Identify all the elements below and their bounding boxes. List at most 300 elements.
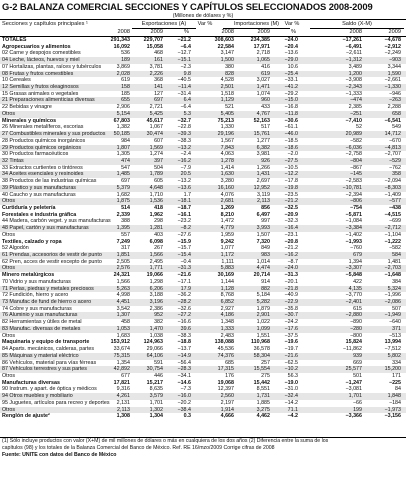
balance-2009: 584 [392,252,401,258]
imports-change: −31.3 [284,272,298,279]
balance-2009: 5,324 [387,285,401,292]
table-row [0,333,406,340]
balance-2008: 422 [353,278,362,285]
section-row [0,339,406,346]
balance-2008: −3,908 [345,77,362,84]
balance-2009: 507 [392,305,401,312]
table-row [0,386,406,393]
exports-change: −40.5 [177,77,191,84]
row-label: Otros [2,332,16,339]
exports-2009: 15,217 [146,379,163,386]
imports-change: −37.5 [284,332,298,339]
balance-2008: 2,385 [348,104,362,111]
balance-2008: 501 [353,372,362,379]
exports-2009: 952 [154,312,163,319]
balance-2008: 1,701 [348,393,362,400]
imports-2009: 1,099 [256,325,270,332]
imports-2008: 1,077 [220,245,234,252]
imports-change: −18.5 [284,137,298,144]
imports-2008: 1,172 [220,252,234,258]
table-row [0,353,406,360]
table-row [0,50,406,57]
page-title: G-2 BALANZA COMERCIAL SECCIONES Y CAPÍTULOS SELECCIONADOS 2008-2009 [2,1,373,12]
exports-2008: 2,576 [116,265,130,272]
imports-2009: 2,718 [256,50,270,57]
imports-change: −23.5 [284,191,298,198]
exports-2008: 1,354 [116,359,130,366]
exports-change: −13.6 [177,184,191,191]
table-row [0,64,406,71]
table-row [0,165,406,172]
balance-2008: 939 [353,352,362,359]
balance-2009: −1,996 [384,292,401,299]
balance-2009: −699 [388,218,401,225]
table-row [0,400,406,407]
imports-change: −20.9 [284,211,298,218]
balance-2009: 1,848 [387,393,401,400]
exports-2008: 67,803 [113,117,130,124]
imports-2008: 12,397 [217,386,234,393]
imports-2008: 3,280 [220,178,234,185]
footnote-1: (1) Sólo incluye productos con valor (X+M) de mil millones de dólares o más en cualquiera de los dos años (2) Diferencia entre la suma de los [2,438,329,444]
exports-2009: 397 [154,157,163,164]
row-label: 33 Extractos curtientes o tintóreos [2,164,83,171]
balance-2009: −438 [388,204,401,211]
exports-change: −27.2 [177,312,191,319]
exports-2008: 42,892 [113,366,130,373]
imports-2008: 29,196 [217,131,234,138]
imports-2009: 517 [261,124,270,131]
row-label: 83 Manufac. diversas de metales [2,325,81,332]
header-imports-2008: 2008 [221,29,234,35]
exports-2008: 697 [121,178,130,185]
header-imports-change: Var % [284,21,300,27]
row-label: Otros [2,406,16,413]
imports-2009: 234,385 [250,37,270,43]
imports-2009: 1,731 [256,393,270,400]
imports-change: −8.7 [287,258,298,265]
exports-change: −18.8 [177,339,191,346]
table-row [0,292,406,299]
exports-2009: 3,196 [149,299,163,306]
balance-2009: −2,912 [384,43,401,50]
imports-2008: 1,518 [220,90,234,97]
exports-2008: 677 [121,372,130,379]
exports-change: −7.3 [180,386,191,393]
exports-change: −8.2 [180,225,191,232]
balance-2008: −806 [349,198,362,205]
exports-change: −18.7 [177,204,191,211]
balance-2009: −946 [388,90,401,97]
balance-2008: −2,583 [345,178,362,185]
imports-change: −35.8 [284,305,298,312]
row-label: 48 Papel, cartón y sus manufacturas [2,225,89,232]
exports-change: −2.3 [180,63,191,70]
exports-2008: 5,379 [116,184,130,191]
imports-2009: 36,578 [253,346,270,353]
imports-change: −32.3 [284,218,298,225]
row-label: 10 Cereales [2,77,31,84]
balance-2008: 669 [353,359,362,366]
row-label: 70 Vidrio y sus manufacturas [2,278,71,285]
balance-2009: −670 [388,137,401,144]
exports-change: −13.7 [177,346,191,353]
imports-2009: 3,119 [257,191,270,198]
exports-2008: 458 [121,319,130,326]
balance-2008: −3,770 [345,292,362,299]
imports-2008: 2,501 [220,84,234,91]
exports-2008: 2,113 [117,406,130,413]
exports-2008: 1,807 [116,144,130,151]
imports-2009: 882 [261,285,270,292]
balance-2008: −890 [349,319,362,326]
imports-2009: 8,551 [256,386,270,393]
exports-change: −0.4 [180,258,191,265]
row-label: 85 Máquinas y material eléctrico [2,352,79,359]
balance-2009: −1,104 [384,231,401,238]
balance-2009: 1,590 [387,70,401,77]
imports-change: −21.8 [284,285,298,292]
exports-change: −16.6 [177,319,191,326]
exports-2008: 4,451 [116,299,130,306]
section-row [0,212,406,219]
exports-2008: 4,261 [116,393,130,400]
table-row [0,366,406,373]
table-row [0,57,406,64]
imports-2009: 4,767 [256,110,270,117]
exports-change: −16.1 [177,211,191,218]
table-row [0,360,406,367]
balance-2008: −2,611 [345,50,362,57]
row-label: 87 Vehículos terrestres y sus partes [2,366,87,373]
row-label: 72 Fundición, hierro y acero [2,292,69,299]
header-imports-2009: 2009 [257,29,270,35]
exports-2009: 1,274 [149,151,163,158]
imports-change: −62.5 [284,359,298,366]
exports-change: −15.9 [177,238,191,245]
imports-2009: 960 [261,97,270,104]
balance-2009: −8,303 [384,184,401,191]
balance-2009: −1,949 [384,312,401,319]
exports-change: −11.4 [177,84,191,91]
imports-2008: 1,330 [220,124,234,131]
balance-2008: −3,384 [345,225,362,232]
imports-change: −27.5 [284,157,298,164]
imports-2009: 1,551 [256,332,270,339]
exports-2009: 697 [154,97,163,104]
imports-2008: 1,348 [220,319,234,326]
balance-2008: 25,577 [345,366,362,373]
exports-2008: 514 [121,204,130,211]
balance-2008: 1,394 [348,258,362,265]
exports-2009: 607 [154,137,163,144]
imports-2009: 5,282 [256,299,270,306]
imports-change: −16.8 [284,104,298,111]
exports-2009: 1,566 [149,252,163,258]
balance-2009: −1,973 [384,406,401,413]
exports-2009: 141 [154,84,163,91]
table-row [0,346,406,353]
balance-2008: −2,880 [345,312,362,319]
table-row [0,299,406,306]
imports-2008: 2,560 [220,393,234,400]
row-label: 07 Hortalizas, plantas, raíces y tubérculos [2,63,102,70]
row-label: 39 Plástico y sus manufacturas [2,184,76,191]
exports-2008: 1,395 [116,225,130,232]
imports-2009: 257 [261,359,270,366]
exports-change: −17.1 [177,278,191,285]
imports-2008: 3,147 [220,50,234,57]
imports-change: −24.0 [284,265,298,272]
imports-2009: 1,266 [256,164,270,171]
exports-2008: 1,308 [116,413,130,420]
exports-2008: 2,131 [116,399,130,406]
exports-change: 39.6 [180,325,191,332]
balance-2009: −7,512 [384,346,401,353]
imports-2008: 6,852 [220,299,234,306]
balance-2008: −1,993 [345,238,362,245]
imports-2009: 1,431 [256,171,270,178]
exports-2009: 124,963 [143,339,163,346]
exports-2009: 2,495 [149,258,163,265]
balance-2008: 3,489 [348,63,362,70]
imports-2009: 15,442 [253,379,270,386]
exports-2008: 3,542 [116,305,130,312]
exports-2009: 161 [154,57,163,64]
table-row [0,326,406,333]
row-label: 34 Aceites esenciales y resinoides [2,171,84,178]
section-row [0,272,406,279]
imports-2009: 997 [261,218,270,225]
exports-2009: 2,386 [149,305,163,312]
imports-change: −31.0 [284,386,298,393]
imports-change: 71.1 [287,406,298,413]
imports-2008: 2,197 [220,399,234,406]
row-label: Agropecuarios y alimentos [2,43,71,50]
imports-change: −16.4 [284,225,298,232]
table-row [0,373,406,380]
balance-2009: 1,481 [387,258,401,265]
exports-2009: 6,206 [149,285,163,292]
imports-2008: 1,128 [220,285,234,292]
imports-2009: 7,320 [256,238,270,245]
imports-2008: 7,843 [220,144,234,151]
table-row [0,151,406,158]
exports-2008: 1,851 [116,252,130,258]
row-label: 32 Tintas [2,157,24,164]
imports-2009: 983 [261,252,270,258]
balance-2009: 13,994 [384,339,401,346]
row-label: 04 Leche, lácteos, huevos y miel [2,57,80,64]
imports-2008: 1,472 [220,218,234,225]
balance-2009: −513 [388,332,401,339]
exports-2009: 29,066 [146,346,163,353]
imports-2009: 110,968 [250,339,270,346]
balance-2008: −7,410 [345,117,362,124]
row-label: 90 Instrum. y apart. de óptica y médicos [2,386,97,393]
exports-change: −32.6 [177,305,191,312]
balance-2009: −2,707 [384,151,401,158]
header-imports: Importaciones (M) [223,21,290,29]
section-row [0,205,406,212]
exports-2009: 1,701 [149,399,163,406]
table-row [0,138,406,145]
exports-change: −56.4 [177,359,191,366]
balance-2009: 3,344 [387,63,401,70]
balance-2008: −3,307 [345,265,362,272]
balance-2008: −800 [349,332,362,339]
exports-2008: 153,912 [110,339,130,346]
exports-2008: 33,674 [113,346,130,353]
exports-2008: 75,315 [113,352,130,359]
exports-2009: 446 [154,372,163,379]
exports-2009: 1,771 [149,265,163,272]
exports-2008: 2,339 [116,211,130,218]
row-label: Textiles, calzado y ropa [2,238,62,245]
balance-2009: 171 [392,372,401,379]
exports-2008: 317 [121,245,130,252]
imports-2009: 856 [261,204,270,211]
header-exports-pct: % [184,29,189,35]
table-row [0,286,406,293]
exports-change: −38.3 [177,332,191,339]
balance-2008: 20,989 [345,131,362,138]
balance-2008: −474 [349,97,362,104]
exports-2009: 504 [154,164,163,171]
exports-change: −18.1 [177,198,191,205]
balance-2008: −754 [349,204,362,211]
header-balance-2009: 2009 [388,29,401,35]
balance-2009: −762 [388,164,401,171]
balance-2008: −145 [349,171,362,178]
table-row [0,407,406,414]
imports-2009: 3,027 [256,77,270,84]
exports-2009: 382 [154,319,163,326]
balance-2009: −1,409 [384,191,401,198]
row-label: 73 Manufac de fund de hierro o acero [2,299,92,306]
page-subtitle: (Millones de dólares y %) [172,13,234,19]
imports-2008: 4,186 [220,312,234,319]
imports-2008: 380 [225,63,234,70]
imports-2009: 52,163 [253,117,270,124]
imports-2009: 619 [261,70,270,77]
exports-2008: 291,343 [110,37,130,43]
imports-2009: 3,993 [256,225,270,232]
imports-2009: 1,885 [256,399,270,406]
imports-2008: 1,333 [220,325,234,332]
imports-change: −19.8 [284,184,298,191]
row-label: 52 Algodón [2,245,29,252]
balance-2008: −66 [352,399,362,406]
imports-2009: 3,275 [256,406,270,413]
exports-2008: 5,154 [116,110,130,117]
table-body [0,37,406,420]
imports-2009: 275 [261,372,270,379]
imports-change: 56.3 [287,372,298,379]
table-row [0,158,406,165]
table-row [0,77,406,84]
imports-2009: 3,981 [256,151,270,158]
imports-change: −32.5 [284,204,298,211]
exports-2009: 1,470 [149,325,163,332]
exports-2009: 1,298 [149,278,163,285]
imports-change: −20.4 [284,43,298,50]
exports-change: −15.7 [177,245,191,252]
imports-2008: 685 [225,359,234,366]
row-label: 12 Semillas y frutos oleaginosos [2,84,79,91]
exports-change: −32.7 [177,117,191,124]
imports-2008: 1,567 [220,137,234,144]
exports-2008: 9,316 [116,386,130,393]
exports-2008: 984 [121,137,130,144]
exports-2008: 1,485 [116,171,130,178]
imports-change: −11.8 [284,110,298,117]
imports-change: −61.1 [284,124,298,131]
exports-change: 1.7 [183,191,191,198]
exports-2008: 1,053 [116,325,130,332]
row-label: 74 Cobre y sus manufacturas [2,305,72,312]
balance-2009: −2,703 [384,265,401,272]
table-row [0,97,406,104]
exports-change: 0.3 [183,413,191,420]
balance-2008: −5,848 [345,272,362,279]
exports-change: −16.2 [177,157,191,164]
table-row [0,259,406,266]
exports-change: −31.3 [177,265,191,272]
exports-2008: 1,307 [116,312,130,319]
imports-change: −25.4 [284,70,298,77]
imports-change: −21.6 [284,352,298,359]
imports-change: −2.0 [287,151,298,158]
exports-2009: 2,721 [149,104,163,111]
exports-change: −22.8 [177,124,191,131]
balance-2009: −1,222 [384,238,401,245]
table-row [0,91,406,98]
exports-2009: 229,707 [143,37,163,43]
imports-2008: 1,144 [220,278,234,285]
exports-2008: 536 [121,50,130,57]
row-label: 38 Productos de las industrias químicas [2,178,97,185]
exports-2008: 1,683 [116,332,130,339]
exports-2008: 50,185 [113,131,130,138]
imports-change: −17.6 [284,325,298,332]
table-header [0,19,406,37]
balance-2009: 84 [395,386,401,393]
exports-2008: 2,505 [116,258,130,265]
exports-change: 6.4 [183,97,191,104]
row-label: Minerales y químicos [2,117,57,124]
balance-2008: −3,366 [345,413,362,420]
imports-2009: 1,014 [256,258,270,265]
table-row [0,111,406,118]
balance-2008: −1,333 [345,90,362,97]
exports-2009: 1,569 [149,144,163,151]
exports-change: −13.2 [177,144,191,151]
exports-change: −38.3 [177,137,191,144]
imports-change: −19.6 [284,339,298,346]
row-label: 28 Productos químicos inorgánicos [2,137,86,144]
balance-2008: −17,261 [342,37,362,43]
exports-change: −28.3 [177,366,191,373]
table-row [0,192,406,199]
exports-2008: 619 [121,77,130,84]
exports-2009: 1,962 [149,211,163,218]
header-exports: Exportaciones (A) [132,21,196,29]
exports-2009: 298 [154,218,163,225]
exports-2009: 64,106 [146,352,163,359]
exports-2009: 6,098 [149,238,163,245]
imports-2008: 138,088 [214,339,234,346]
